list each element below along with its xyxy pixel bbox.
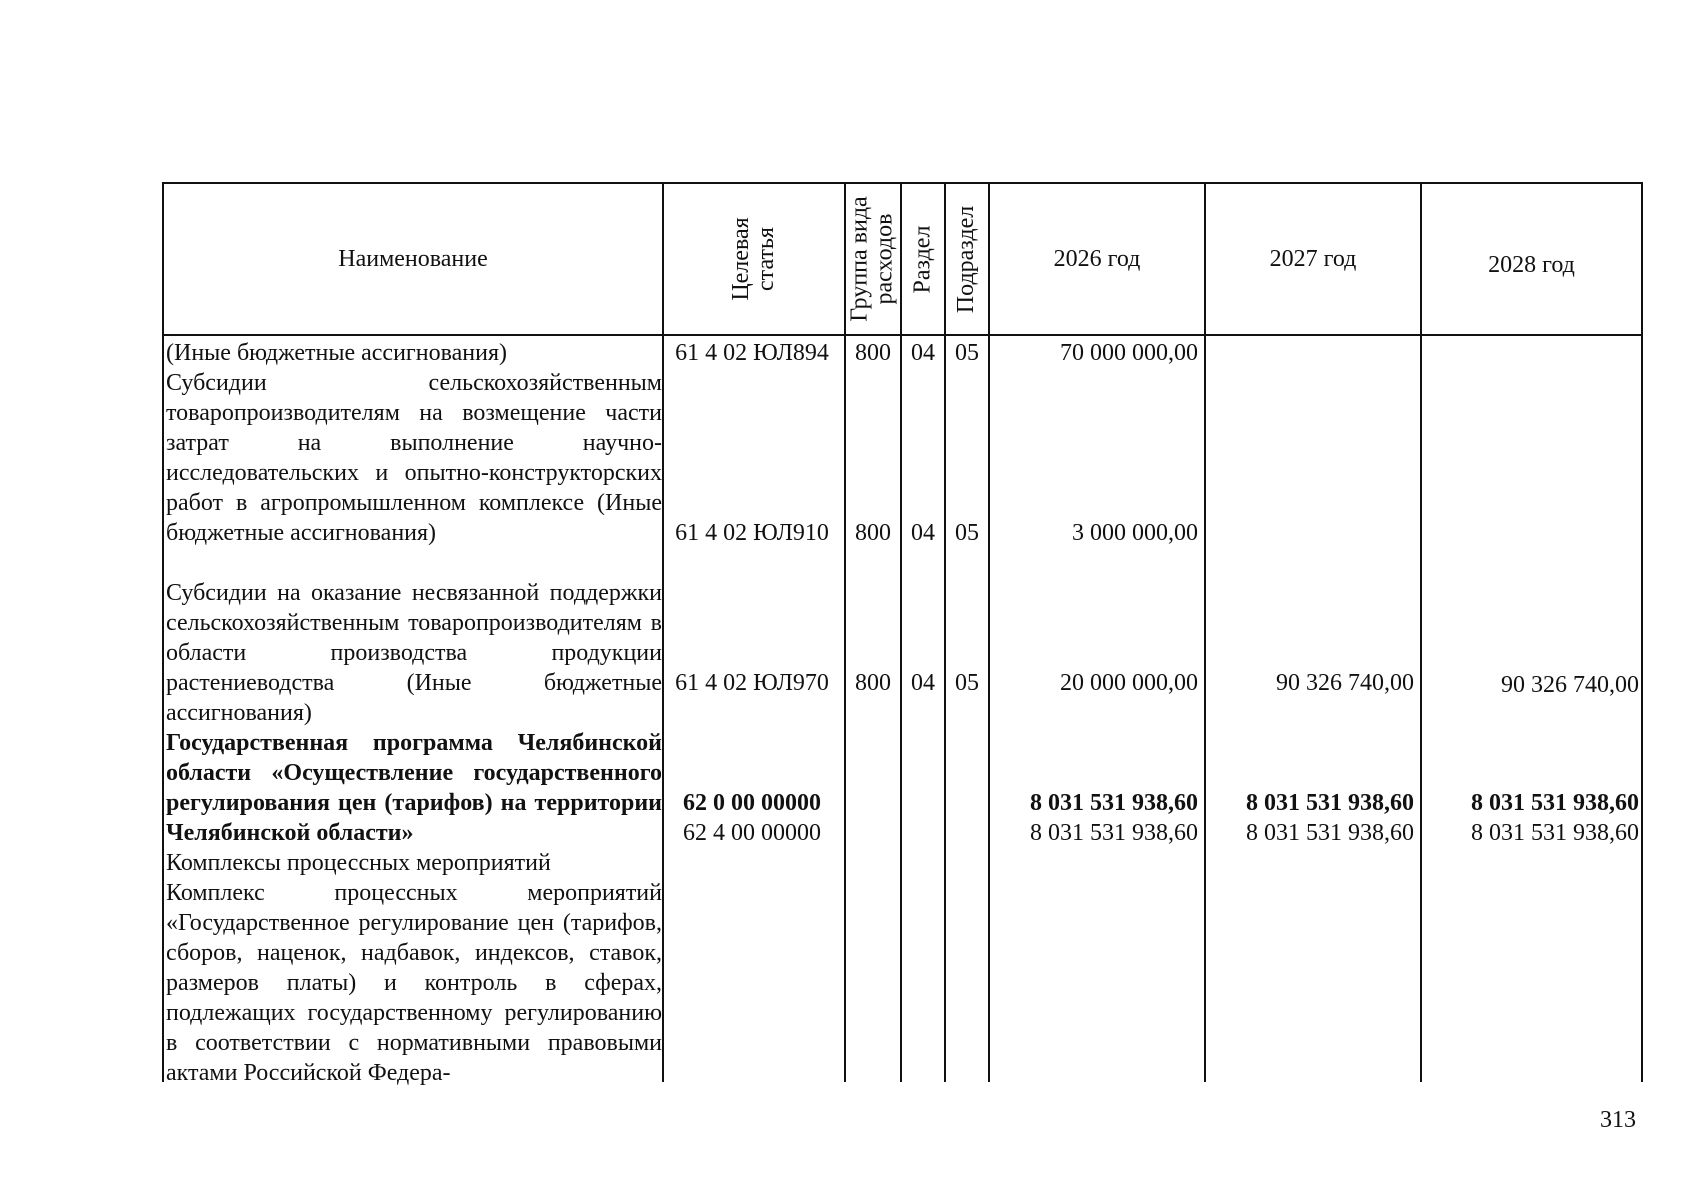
row-code: 61 4 02 ЮЛ970 <box>675 670 829 696</box>
row-name: (Иные бюджетные ассигнования) <box>166 340 507 366</box>
row-name: Субсидии на оказание несвязанной поддержки сельскохозяйственным товаропроизводителям в области производства продукции растениеводства (Иные бюджетные ассигнования) <box>166 580 662 726</box>
table-right-border <box>1641 182 1643 1082</box>
header-year-2026-text: 2026 год <box>1053 245 1141 272</box>
row-value-2028: 8 031 531 938,60 <box>1471 820 1639 846</box>
budget-table <box>162 182 1643 1086</box>
row-value-2026: 70 000 000,00 <box>1060 340 1198 366</box>
row-value-2028: 8 031 531 938,60 <box>1471 790 1639 816</box>
header-year-2028 <box>1422 184 1641 340</box>
row-subsection: 05 <box>955 520 979 546</box>
row-value-2027: 8 031 531 938,60 <box>1246 790 1414 816</box>
header-name-text: Наименование <box>338 245 488 272</box>
header-expense-group <box>846 184 900 334</box>
row-value-2027: 8 031 531 938,60 <box>1246 820 1414 846</box>
name-column <box>166 338 662 1088</box>
header-year-2027-text: 2027 год <box>1269 245 1357 272</box>
header-year-2027 <box>1206 184 1420 334</box>
row-subsection: 05 <box>955 340 979 366</box>
row-subsection: 05 <box>955 670 979 696</box>
header-name <box>164 184 662 334</box>
header-year-2028-text: 2028 год <box>1488 251 1575 278</box>
page-number: 313 <box>1600 1107 1636 1133</box>
row-name: Государственная программа Челябинской области «Осуществление государственного регулирования цен (тарифов) на территории Челябинской области» <box>166 730 662 846</box>
row-value-2026: 8 031 531 938,60 <box>1030 790 1198 816</box>
header-subsection <box>946 184 988 334</box>
header-subsection-text: Подраздел <box>953 205 980 313</box>
header-section <box>902 184 944 334</box>
row-section: 04 <box>911 520 935 546</box>
row-name: Комплекс процессных мероприятий «Государственное регулирование цен (тарифов, сборов, наценок, надбавок, индексов, ставок, размеров платы) и контроль в сферах, подлежащих государственному регулированию в соответствии с нормативными правовыми актами Российской Федера- <box>166 880 662 1086</box>
row-group: 800 <box>855 340 891 366</box>
header-expense-group-line2: расходов <box>872 213 898 305</box>
row-group: 800 <box>855 670 891 696</box>
header-target-article <box>664 184 844 334</box>
row-code: 62 4 00 00000 <box>683 820 821 846</box>
row-code: 62 0 00 00000 <box>683 790 821 816</box>
header-target-article-text: Целевая статья <box>728 217 779 301</box>
row-value-2026: 8 031 531 938,60 <box>1030 820 1198 846</box>
row-code: 61 4 02 ЮЛ894 <box>675 340 829 366</box>
row-section: 04 <box>911 340 935 366</box>
row-value-2027: 90 326 740,00 <box>1276 670 1414 696</box>
row-name: Субсидии сельскохозяйственным товаропроизводителям на возмещение части затрат на выполнение научно-исследовательских и опытно-конструкторских работ в агропромышленном комплексе (Иные бюджетные ассигнования) <box>166 370 662 546</box>
header-year-2026 <box>990 184 1204 334</box>
row-section: 04 <box>911 670 935 696</box>
row-code: 61 4 02 ЮЛ910 <box>675 520 829 546</box>
row-value-2028: 90 326 740,00 <box>1501 672 1639 698</box>
row-group: 800 <box>855 520 891 546</box>
header-section-text: Раздел <box>909 225 936 293</box>
header-expense-group-text <box>848 196 898 321</box>
row-value-2026: 3 000 000,00 <box>1072 520 1198 546</box>
header-expense-group-line1: Группа вида <box>847 196 873 322</box>
row-value-2026: 20 000 000,00 <box>1060 670 1198 696</box>
row-name: Комплексы процессных мероприятий <box>166 850 551 876</box>
